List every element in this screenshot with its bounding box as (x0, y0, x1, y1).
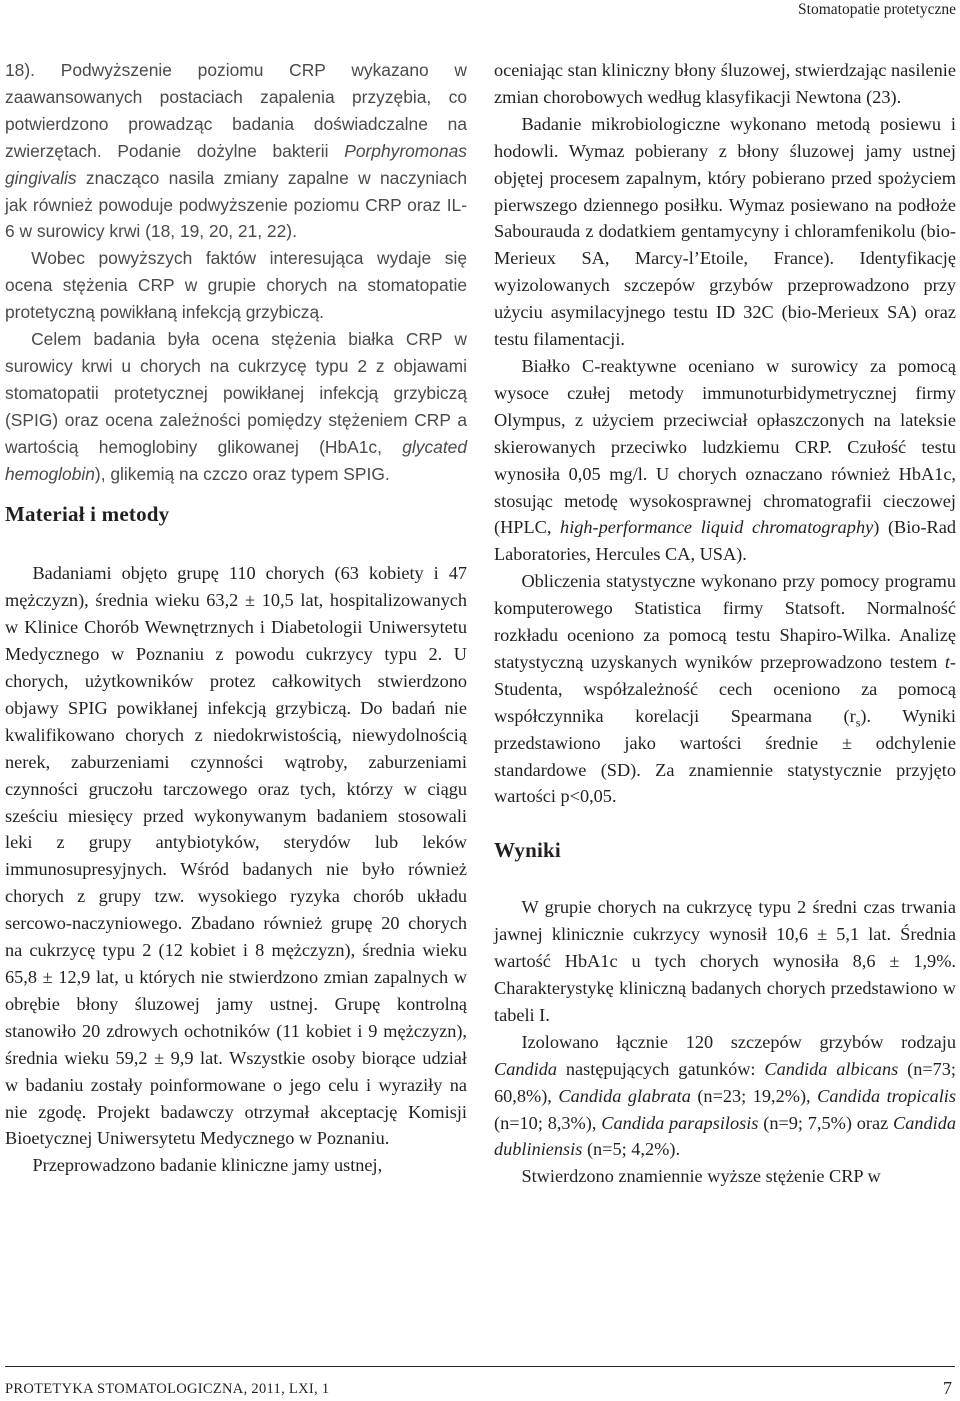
text-span: -Studenta, współzależność cech oceniono za pomocą współczynnika korelacji Spearmana (r (494, 651, 956, 726)
subscript: s (855, 715, 861, 730)
paragraph-rationale: Wobec powyższych faktów interesująca wydaje się ocena stężenia CRP w grupie chorych na stomatopatie protetyczną powikłaną infekcją grzybiczą. (5, 248, 467, 323)
italic-term: glycated hemoglobin (5, 436, 467, 484)
running-head: Stomatopatie protetyczne (798, 1, 956, 18)
italic-term: Porphyromonas gingivalis (5, 140, 467, 188)
paragraph-microbiology: Badanie mikrobiologiczne wykonano metodą posiewu i hodowli. Wymaz pobierany z błony śluzowej jamy ustnej objętej procesem zapalnym, który pobierano przed spożyciem pierwszego dziennego posiłku. Wymaz posiewano na podłoże Sabourauda z dodatkiem gentamycyny i chloramfenikolu (bio-Merieux SA, Marcy-l’Etoile, France). Identyfikację wyizolowanych szczepów grzybów przeprowadzono przy użyciu asymilacyjnego testu ID 32C (bio-Merieux SA) oraz testu filamentacji. (494, 113, 956, 350)
footer-divider (5, 1366, 955, 1367)
italic-term: Candida glabrata (558, 1085, 691, 1106)
text-span: (n=23; 19,2%), (690, 1085, 818, 1106)
text-span: ). Wyniki przedstawiono jako wartości średnie ± odchylenie standardowe (SD). Za znamiennie statystycznie przyjęto wartości p<0,05. (494, 705, 956, 807)
paragraph-candida-strains (494, 1029, 956, 1164)
paragraph-study-group: Badaniami objęto grupę 110 chorych (63 kobiety i 47 mężczyzn), średnia wieku 63,2 ± 10,5 lat, hospitalizowanych w Klinice Chorób Wewnętrznych i Diabetologii Uniwersytetu Medycznego w Poznaniu z powodu cukrzycy typu 2. U chorych, użytkowników protez całkowitych stwierdzono objawy SPIG powikłanej infekcją grzybiczą. Do badań nie kwalifikowano chorych z niedokrwistością, niewydolnością nerek, zaburzeniami czynności wątroby, zaburzeniami czynności gruczołu tarczowego oraz tych, którzy w ciągu sześciu miesięcy przed wykonywanym badaniem stosowali leki z grupy antybiotyków, sterydów lub leków immunosupresyjnych. Wśród badanych nie było również chorych z grupy tzw. wysokiego ryzyka chorób układu sercowo-naczyniowego. Zbadano również grupę 20 chorych na cukrzycę typu 2 (12 kobiet i 8 mężczyzn), średnia wieku 65,8 ± 12,9 lat, u których nie stwierdzono zmian zapalnych w obrębie błony śluzowej jamy ustnej. Grupę kontrolną stanowiło 20 zdrowych ochotników (11 kobiet i 9 mężczyzn), średnia wieku 59,2 ± 9,9 lat. Wszystkie osoby biorące udział w badaniu zostały poinformowane o jego celu i wyraziły na nie zgodę. Projekt badawczy otrzymał akceptację Komisji Bioetycznej Uniwersytetu Medycznego w Poznaniu. (5, 563, 467, 1149)
left-column (5, 57, 467, 1179)
text-span: ), glikemią na czczo oraz typem SPIG. (94, 463, 390, 484)
text-span: Obliczenia statystyczne wykonano przy pomocy programu komputerowego Statistica firmy Statsoft. Normalność rozkładu oceniono za pomocą testu Shapiro-Wilka. Analizę statystyczną uzyskanych wyników przeprowadzono testem (494, 571, 956, 672)
italic-term: Candida dubliniensis (494, 1112, 957, 1160)
text-span: Białko C-reaktywne oceniano w surowicy za pomocą wysoce czułej metody immunoturbidymetrycznej firmy Olympus, z użyciem przeciwciał opłaszczonych na lateksie skierowanych przeciwko ludzkiemu CRP. Czułość testu wynosiła 0,05 mg/l. U chorych oznaczano również HbA1c, stosując metodę wysokosprawnej chromatografii cieczowej (HPLC, (494, 355, 956, 538)
text-span: (n=10; 8,3%), (494, 1112, 602, 1133)
paragraph-clinical-exam-continued: oceniając stan kliniczny błony śluzowej, stwierdzając nasilenie zmian chorobowych według klasyfikacji Newtona (23). (494, 60, 956, 107)
paragraph-crp-method (494, 353, 956, 568)
text-span: znacząco nasila zmiany zapalne w naczyniach jak również powoduje podwyższenie poziomu CRP oraz IL-6 w surowicy krwi (18, 19, 20, 21, 22). (5, 167, 467, 242)
paragraph-intro-continued (5, 57, 467, 245)
text-span: następujących gatunków: (556, 1058, 765, 1079)
text-span: 18). Podwyższenie poziomu CRP wykazano w zaawansowanych postaciach zapalenia przyzębia, co potwierdzono prowadząc badania doświadczalne na zwierzętach. Podanie dożylne bakterii (5, 60, 467, 161)
section-heading-methods: Materiał i metody (5, 501, 170, 526)
footer-journal: PROTETYKA STOMATOLOGICZNA, 2011, LXI, 1 (5, 1381, 330, 1397)
italic-term: Candida albicans (764, 1058, 899, 1079)
text-span: (n=5; 4,2%). (582, 1139, 681, 1160)
right-column (494, 57, 956, 1190)
paragraph-clinical-exam: Przeprowadzono badanie kliniczne jamy ustnej, (32, 1155, 383, 1176)
text-span: (n=73; 60,8%), (494, 1058, 957, 1106)
italic-term: high-performance liquid chromatography (560, 517, 874, 538)
italic-term: Candida (494, 1058, 557, 1079)
paragraph-diabetes-duration: W grupie chorych na cukrzycę typu 2 średni czas trwania jawnej klinicznie cukrzycy wynosił 10,6 ± 5,1 lat. Średnia wartość HbA1c u tych chorych wynosiła 8,6 ± 1,9%. Charakterystykę kliniczną badanych chorych przedstawiono w tabeli I. (494, 897, 956, 1025)
page-number: 7 (943, 1378, 952, 1398)
text-span: ) (Bio-Rad Laboratories, Hercules CA, USA). (494, 517, 956, 565)
italic-term: t (944, 651, 950, 672)
text-span: (n=9; 7,5%) oraz (758, 1112, 894, 1133)
paragraph-crp-result: Stwierdzono znamiennie wyższe stężenie CRP w (521, 1166, 881, 1187)
paragraph-aim (5, 326, 467, 487)
text-span: Izolowano łącznie 120 szczepów grzybów rodzaju (521, 1031, 956, 1052)
italic-term: Candida parapsilosis (601, 1112, 759, 1133)
text-span: Celem badania była ocena stężenia białka CRP w surowicy krwi u chorych na cukrzycę typu 2 z objawami stomatopatii protetycznej powikłanej infekcją grzybiczą (SPIG) oraz ocena zależności pomiędzy stężeniem CRP a wartością hemoglobiny glikowanej (HbA1c, (5, 329, 467, 457)
italic-term: Candida tropicalis (817, 1085, 957, 1106)
section-heading-results: Wyniki (494, 838, 561, 863)
paragraph-statistics (494, 568, 956, 810)
